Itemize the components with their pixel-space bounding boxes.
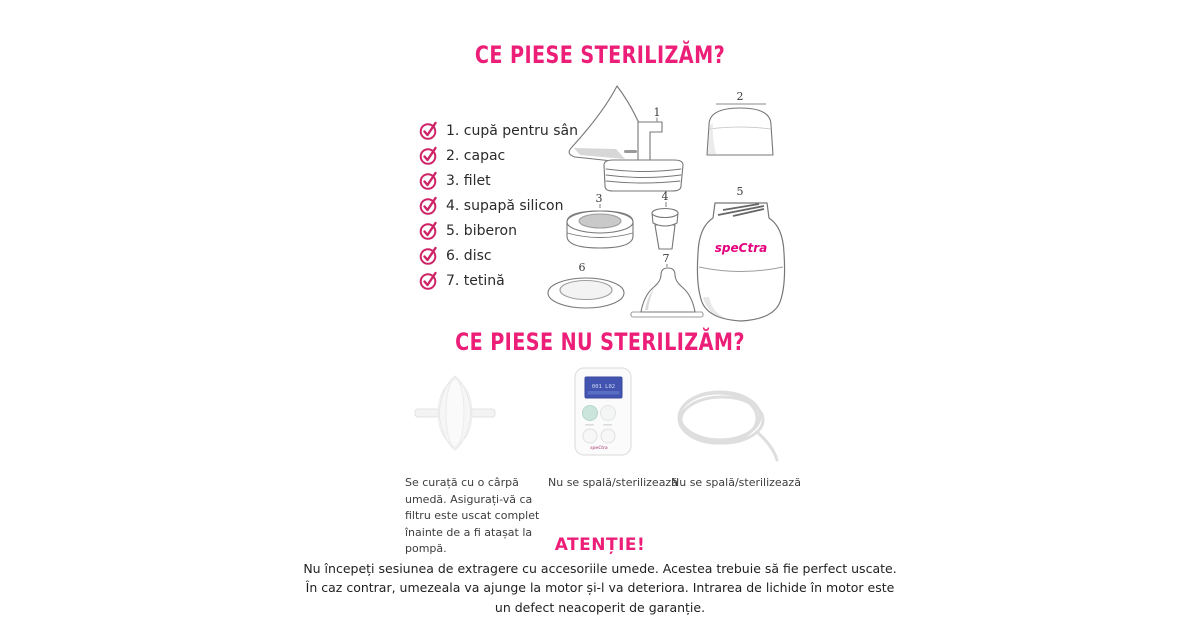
bottle-logo: speCtra — [714, 241, 768, 255]
teat-illustration — [631, 264, 703, 317]
check-icon — [419, 196, 439, 216]
pump-screen-text: 001 L02 — [591, 384, 616, 390]
pump-minus-button — [583, 429, 597, 443]
part-label-teat: 7 — [662, 252, 670, 265]
part-label-bottle: 5 — [736, 185, 744, 198]
pump-mode-button — [601, 406, 616, 421]
check-icon — [419, 221, 439, 241]
attention-title: ATENȚIE! — [554, 535, 646, 555]
filter-caption: Se curață cu o cârpă umedă. Asigurați-vă ca filtru este uscat complet înainte de a fi atașat la pompă. — [405, 476, 540, 555]
disc-illustration — [548, 278, 624, 308]
pump-power-button — [583, 406, 598, 421]
shield-brand-mark — [624, 150, 637, 153]
no-sterilize-title: CE PIESE NU STERILIZĂM? — [455, 328, 745, 356]
pump-motor-icon — [573, 367, 633, 457]
checklist-item-label: 5. biberon — [446, 222, 517, 239]
check-icon — [419, 271, 439, 291]
pump-caption: Nu se spală/sterilizează — [548, 476, 678, 489]
part-label-disc: 6 — [578, 261, 586, 274]
valve-illustration — [652, 202, 678, 249]
part-label-shield: 1 — [653, 106, 661, 119]
check-icon — [419, 246, 439, 266]
check-icon — [419, 171, 439, 191]
sterilize-title: CE PIESE STERILIZĂM? — [474, 41, 726, 69]
checklist-item-label: 7. tetină — [446, 272, 505, 289]
breast-shield-illustration — [569, 86, 683, 191]
bottle-illustration — [697, 203, 784, 321]
tubing-icon — [663, 378, 785, 473]
pump-logo: speCtra — [590, 445, 608, 450]
pump-plus-button — [601, 429, 615, 443]
ring-illustration — [567, 204, 633, 248]
checklist-item-label: 4. supapă silicon — [446, 197, 564, 214]
part-label-cap: 2 — [736, 90, 744, 103]
checklist-item-label: 1. cupă pentru sân — [446, 122, 578, 139]
checklist-item-label: 6. disc — [446, 247, 492, 264]
part-label-ring: 3 — [595, 192, 603, 205]
backflow-filter-icon — [405, 370, 505, 458]
checklist-item-label: 2. capac — [446, 147, 506, 164]
cap-illustration — [707, 104, 773, 155]
check-icon — [419, 146, 439, 166]
part-label-valve: 4 — [661, 190, 669, 203]
check-icon — [419, 121, 439, 141]
sterilizable-parts-illustration — [545, 85, 795, 325]
attention-body: Nu începeți sesiunea de extragere cu accesoriile umede. Acestea trebuie să fie perfect uscate. În caz contrar, umezeala va ajunge la motor și-l va deteriora. Intrarea de lichide în motor este un defect neacoperit de garanție. — [303, 561, 897, 615]
checklist-item-label: 3. filet — [446, 172, 491, 189]
tubing-caption: Nu se spală/sterilizează — [671, 476, 801, 489]
